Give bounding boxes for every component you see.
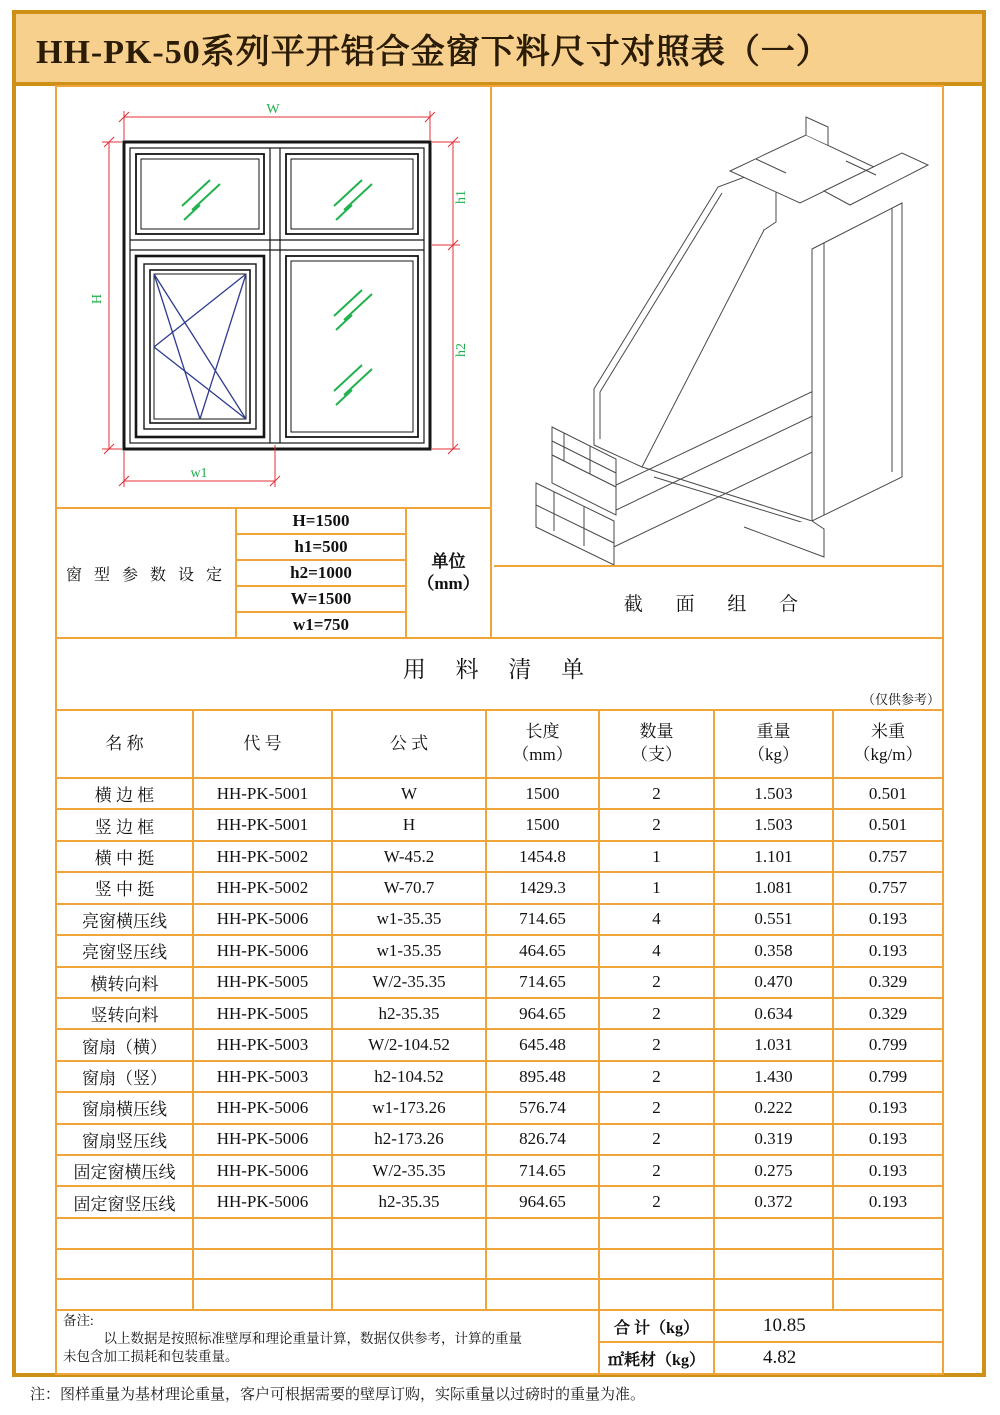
cell-length: 645.48 — [487, 1028, 600, 1059]
cell-mweight: 0.501 — [834, 808, 942, 839]
cell-weight: 0.319 — [715, 1123, 834, 1154]
cell-code: HH-PK-5006 — [194, 1091, 333, 1122]
dim-label-w1: w1 — [190, 466, 208, 481]
table-row — [57, 934, 942, 965]
cell-name: 竖 中 挺 — [57, 871, 194, 902]
cell-formula: W-45.2 — [333, 840, 487, 871]
cell-empty — [600, 1278, 715, 1309]
cell-code: HH-PK-5006 — [194, 1185, 333, 1216]
header-weight: 重量 （kg） — [715, 711, 834, 777]
dim-label-h1: h1 — [454, 190, 469, 204]
table-row-empty — [57, 1248, 942, 1279]
cell-name: 窗扇（竖） — [57, 1060, 194, 1091]
cell-name: 横 边 框 — [57, 777, 194, 808]
dim-label-w: W — [266, 102, 280, 117]
cell-weight: 1.101 — [715, 840, 834, 871]
table-row — [57, 840, 942, 871]
cell-code: HH-PK-5006 — [194, 903, 333, 934]
cell-weight: 1.503 — [715, 777, 834, 808]
cell-name: 窗扇（横） — [57, 1028, 194, 1059]
remark-title: 备注: — [63, 1313, 94, 1328]
window-diagram-panel — [57, 87, 492, 637]
cell-mweight: 0.329 — [834, 966, 942, 997]
cell-empty — [715, 1217, 834, 1248]
opening-symbol — [154, 274, 246, 419]
total-label: 合 计（kg） — [600, 1311, 715, 1341]
cell-length: 576.74 — [487, 1091, 600, 1122]
main-table-area — [55, 85, 944, 1375]
materials-title: 用 料 清 单 — [402, 657, 597, 682]
materials-table-body — [57, 777, 942, 1309]
cell-empty — [57, 1217, 194, 1248]
remark-line1: 以上数据是按照标准壁厚和理论重量计算，数据仅供参考，计算的重量 — [103, 1331, 522, 1347]
cell-length: 1500 — [487, 808, 600, 839]
table-row — [57, 903, 942, 934]
totals-table — [600, 1311, 942, 1373]
header-qty: 数量 （支） — [600, 711, 715, 777]
cell-formula: w1-35.35 — [333, 903, 487, 934]
cell-qty: 2 — [600, 1154, 715, 1185]
cell-qty: 2 — [600, 777, 715, 808]
cell-weight: 0.222 — [715, 1091, 834, 1122]
cell-qty: 2 — [600, 997, 715, 1028]
cell-mweight: 0.193 — [834, 903, 942, 934]
cell-code: HH-PK-5005 — [194, 997, 333, 1028]
params-values — [237, 509, 405, 637]
cell-length: 464.65 — [487, 934, 600, 965]
cell-qty: 4 — [600, 934, 715, 965]
cell-code: HH-PK-5002 — [194, 840, 333, 871]
cell-empty — [194, 1248, 333, 1279]
cell-qty: 2 — [600, 1060, 715, 1091]
dim-label-h: H — [90, 293, 105, 305]
cell-length: 714.65 — [487, 903, 600, 934]
cell-length: 964.65 — [487, 997, 600, 1028]
cell-mweight: 0.799 — [834, 1028, 942, 1059]
cell-mweight: 0.193 — [834, 1123, 942, 1154]
cell-weight: 1.430 — [715, 1060, 834, 1091]
cell-length: 1429.3 — [487, 871, 600, 902]
cell-mweight: 0.193 — [834, 1154, 942, 1185]
cell-weight: 0.275 — [715, 1154, 834, 1185]
cell-empty — [600, 1217, 715, 1248]
cell-empty — [487, 1248, 600, 1279]
table-row-empty — [57, 1217, 942, 1248]
cell-weight: 1.031 — [715, 1028, 834, 1059]
cell-name: 横 中 挺 — [57, 840, 194, 871]
cell-name: 亮窗横压线 — [57, 903, 194, 934]
cell-length: 826.74 — [487, 1123, 600, 1154]
params-unit-cell — [405, 509, 490, 637]
cell-length: 1454.8 — [487, 840, 600, 871]
top-section — [57, 87, 942, 637]
cell-empty — [715, 1248, 834, 1279]
dimension-lines — [102, 111, 460, 487]
cell-empty — [333, 1278, 487, 1309]
cell-formula: H — [333, 808, 487, 839]
cell-empty — [834, 1248, 942, 1279]
table-row — [57, 1028, 942, 1059]
reference-only-note: （仅供参考） — [861, 692, 940, 707]
cell-qty: 2 — [600, 1091, 715, 1122]
cell-empty — [333, 1248, 487, 1279]
cell-empty — [57, 1248, 194, 1279]
cell-name: 窗扇横压线 — [57, 1091, 194, 1122]
cell-empty — [194, 1217, 333, 1248]
param-value: h1=500 — [237, 535, 405, 561]
materials-title-row — [57, 637, 942, 709]
cell-mweight: 0.799 — [834, 1060, 942, 1091]
cell-name: 竖转向料 — [57, 997, 194, 1028]
page-title: HH-PK-50系列平开铝合金窗下料尺寸对照表（一） — [36, 33, 831, 71]
table-row — [57, 966, 942, 997]
cell-weight: 0.372 — [715, 1185, 834, 1216]
cell-empty — [487, 1217, 600, 1248]
cell-formula: W — [333, 777, 487, 808]
cell-mweight: 0.193 — [834, 934, 942, 965]
cell-formula: h2-104.52 — [333, 1060, 487, 1091]
cell-qty: 1 — [600, 840, 715, 871]
cell-code: HH-PK-5006 — [194, 1154, 333, 1185]
window-diagram — [57, 87, 490, 507]
window-params-table — [57, 507, 490, 637]
consume-row — [600, 1343, 942, 1373]
header-formula: 公 式 — [333, 711, 487, 777]
cell-code: HH-PK-5003 — [194, 1060, 333, 1091]
cell-code: HH-PK-5006 — [194, 934, 333, 965]
cell-formula: W-70.7 — [333, 871, 487, 902]
cell-qty: 4 — [600, 903, 715, 934]
section-view-panel — [494, 87, 942, 637]
cell-empty — [194, 1278, 333, 1309]
total-value: 10.85 — [763, 1315, 806, 1336]
consume-value: 4.82 — [763, 1347, 797, 1368]
cell-formula: W/2-104.52 — [333, 1028, 487, 1059]
cell-empty — [333, 1217, 487, 1248]
cell-mweight: 0.193 — [834, 1185, 942, 1216]
cell-code: HH-PK-5005 — [194, 966, 333, 997]
header-mweight: 米重 （kg/m） — [853, 722, 923, 764]
cell-empty — [834, 1217, 942, 1248]
cell-code: HH-PK-5001 — [194, 808, 333, 839]
cell-mweight: 0.329 — [834, 997, 942, 1028]
cell-mweight: 0.757 — [834, 871, 942, 902]
param-value: h2=1000 — [237, 561, 405, 587]
table-row — [57, 1185, 942, 1216]
cell-mweight: 0.193 — [834, 1091, 942, 1122]
cell-formula: W/2-35.35 — [333, 1154, 487, 1185]
table-row — [57, 997, 942, 1028]
cell-empty — [487, 1278, 600, 1309]
cell-length: 714.65 — [487, 1154, 600, 1185]
table-row — [57, 777, 942, 808]
cell-length: 964.65 — [487, 1185, 600, 1216]
cell-empty — [834, 1278, 942, 1309]
table-row — [57, 808, 942, 839]
cell-qty: 1 — [600, 871, 715, 902]
params-caption: 窗 型 参 数 设 定 — [57, 509, 237, 637]
cell-formula: h2-35.35 — [333, 1185, 487, 1216]
remark-line2: 未包含加工损耗和包装重量。 — [63, 1349, 239, 1365]
cell-empty — [600, 1248, 715, 1279]
cell-length: 1500 — [487, 777, 600, 808]
cell-name: 窗扇竖压线 — [57, 1123, 194, 1154]
cell-formula: w1-35.35 — [333, 934, 487, 965]
param-value: W=1500 — [237, 587, 405, 613]
cell-formula: W/2-35.35 — [333, 966, 487, 997]
cell-mweight: 0.757 — [834, 840, 942, 871]
section-label-row — [494, 565, 942, 637]
cell-qty: 2 — [600, 966, 715, 997]
cell-weight: 1.503 — [715, 808, 834, 839]
remark-cell — [57, 1311, 600, 1373]
cell-code: HH-PK-5002 — [194, 871, 333, 902]
cell-code: HH-PK-5001 — [194, 777, 333, 808]
cell-length: 895.48 — [487, 1060, 600, 1091]
materials-table-header — [57, 709, 942, 777]
header-length: 长度 （mm） — [487, 711, 600, 777]
cell-name: 固定窗横压线 — [57, 1154, 194, 1185]
cell-qty: 2 — [600, 1185, 715, 1216]
unit-line1: 单位 — [431, 551, 466, 571]
cell-mweight: 0.501 — [834, 777, 942, 808]
cell-qty: 2 — [600, 1028, 715, 1059]
cell-name: 亮窗竖压线 — [57, 934, 194, 965]
table-row — [57, 1154, 942, 1185]
bottom-section — [57, 1309, 942, 1373]
cell-name: 固定窗竖压线 — [57, 1185, 194, 1216]
cell-weight: 0.551 — [715, 903, 834, 934]
title-bar — [12, 10, 986, 86]
page-footnote: 注：图样重量为基材理论重量，客户可根据需要的壁厚订购，实际重量以过磅时的重量为准。 — [30, 1387, 646, 1403]
cell-code: HH-PK-5003 — [194, 1028, 333, 1059]
cell-formula: w1-173.26 — [333, 1091, 487, 1122]
cell-qty: 2 — [600, 1123, 715, 1154]
cell-weight: 0.470 — [715, 966, 834, 997]
glass-hatch — [182, 180, 372, 405]
table-row — [57, 871, 942, 902]
cell-empty — [715, 1278, 834, 1309]
param-value: w1=750 — [293, 615, 349, 634]
cell-formula: h2-173.26 — [333, 1123, 487, 1154]
cell-empty — [57, 1278, 194, 1309]
section-label: 截 面 组 合 — [623, 593, 813, 615]
table-row — [57, 1091, 942, 1122]
cell-formula: h2-35.35 — [333, 997, 487, 1028]
cell-length: 714.65 — [487, 966, 600, 997]
table-row — [57, 1060, 942, 1091]
cell-weight: 1.081 — [715, 871, 834, 902]
table-row — [57, 1123, 942, 1154]
header-code: 代 号 — [194, 711, 333, 777]
cell-name: 横转向料 — [57, 966, 194, 997]
cell-weight: 0.634 — [715, 997, 834, 1028]
cell-code: HH-PK-5006 — [194, 1123, 333, 1154]
total-row — [600, 1311, 942, 1343]
dim-label-h2: h2 — [454, 343, 469, 357]
cell-qty: 2 — [600, 808, 715, 839]
consume-label: ㎡耗材（kg） — [600, 1343, 715, 1373]
header-name: 名 称 — [57, 711, 194, 777]
cell-name: 竖 边 框 — [57, 808, 194, 839]
cell-weight: 0.358 — [715, 934, 834, 965]
profile-section-drawing — [494, 87, 942, 565]
unit-line2: （mm） — [417, 574, 480, 593]
table-row-empty — [57, 1278, 942, 1309]
param-value: H=1500 — [237, 509, 405, 535]
